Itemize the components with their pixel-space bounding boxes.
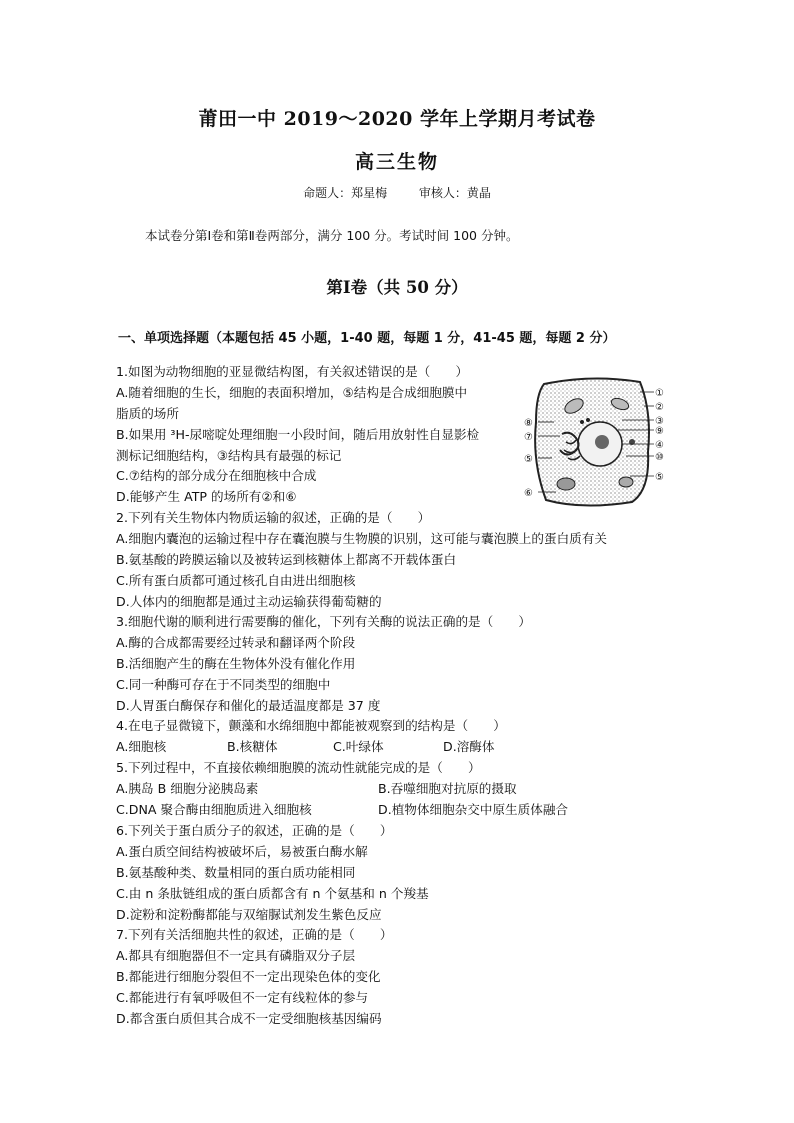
reviewer-name: 审核人：黄晶 bbox=[418, 186, 491, 200]
option-line: A.蛋白质空间结构被破坏后，易被蛋白酶水解 bbox=[116, 843, 368, 859]
option-line: C.由 n 条肽链组成的蛋白质都含有 n 个氨基和 n 个羧基 bbox=[116, 885, 429, 901]
option-b: B.吞噬细胞对抗原的摄取 bbox=[378, 780, 517, 796]
question-stem: 4.在电子显微镜下，颤藻和水绵细胞中都能被观察到的结构是（ ） bbox=[116, 718, 506, 733]
question-7 bbox=[116, 924, 676, 1028]
option-line: C.⑦结构的部分成分在细胞核中合成 bbox=[116, 468, 317, 484]
figure-label: ⑨ bbox=[655, 426, 664, 437]
figure-label: ④ bbox=[655, 440, 664, 451]
question-stem: 2.下列有关生物体内物质运输的叙述，正确的是（ ） bbox=[116, 510, 431, 525]
question-stem: 3.细胞代谢的顺利进行需要酶的催化，下列有关酶的说法正确的是（ ） bbox=[116, 614, 532, 629]
option-line: B.氨基酸的跨膜运输以及被转运到核糖体上都离不开载体蛋白 bbox=[116, 551, 457, 567]
option-line: A.都具有细胞器但不一定具有磷脂双分子层 bbox=[116, 947, 356, 963]
question-stem: 6.下列关于蛋白质分子的叙述，正确的是（ ） bbox=[116, 823, 393, 838]
option-line: C.都能进行有氧呼吸但不一定有线粒体的参与 bbox=[116, 989, 369, 1005]
section-title: 第Ⅰ卷（共 50 分） bbox=[326, 278, 468, 297]
figure-label: ⑥ bbox=[524, 488, 533, 499]
option-line: B.活细胞产生的酶在生物体外没有催化作用 bbox=[116, 655, 356, 671]
option-line: A.细胞内囊泡的运输过程中存在囊泡膜与生物膜的识别，这可能与囊泡膜上的蛋白质有关 bbox=[116, 530, 607, 546]
question-stem: 1.如图为动物细胞的亚显微结构图，有关叙述错误的是（ ） bbox=[116, 364, 469, 379]
figure-label: ⑧ bbox=[524, 418, 533, 429]
question-2 bbox=[116, 507, 676, 611]
figure-label: ⑦ bbox=[524, 432, 533, 443]
option-c: C.DNA 聚合酶由细胞质进入细胞核 bbox=[116, 801, 312, 817]
question-5 bbox=[116, 757, 676, 820]
figure-label: ⑩ bbox=[655, 452, 664, 463]
option-row bbox=[116, 736, 676, 757]
option-line: A.酶的合成都需要经过转录和翻译两个阶段 bbox=[116, 634, 356, 650]
question-6 bbox=[116, 820, 676, 924]
option-line: D.淀粉和淀粉酶都能与双缩脲试剂发生紫色反应 bbox=[116, 906, 382, 922]
option-line: D.人胃蛋白酶保存和催化的最适温度都是 37 度 bbox=[116, 697, 381, 713]
option-line: 测标记细胞结构，③结构具有最强的标记 bbox=[116, 447, 342, 463]
option-line: B.都能进行细胞分裂但不一定出现染色体的变化 bbox=[116, 968, 381, 984]
option-line: 脂质的场所 bbox=[116, 405, 179, 421]
figure-label: ⑤ bbox=[524, 454, 533, 465]
animal-cell-figure bbox=[522, 372, 670, 510]
figure-label: ① bbox=[655, 388, 664, 399]
option-line: C.同一种酶可存在于不同类型的细胞中 bbox=[116, 676, 331, 692]
option-d: D.植物体细胞杂交中原生质体融合 bbox=[378, 801, 569, 817]
figure-label: ② bbox=[655, 402, 664, 413]
option-row bbox=[116, 799, 676, 820]
option-line: A.随着细胞的生长，细胞的表面积增加，⑤结构是合成细胞膜中 bbox=[116, 384, 468, 400]
part-heading: 一、单项选择题（本题包括 45 小题，1-40 题，每题 1 分，41-45 题，每题 2 分） bbox=[118, 331, 616, 346]
figure-label: ③ bbox=[655, 416, 664, 427]
question-4 bbox=[116, 715, 676, 757]
authors-line bbox=[0, 184, 794, 201]
option-line: C.所有蛋白质都可通过核孔自由进出细胞核 bbox=[116, 572, 356, 588]
exam-subject: 高三生物 bbox=[354, 151, 439, 173]
option-d: D.溶酶体 bbox=[443, 738, 495, 754]
option-b: B.核糖体 bbox=[227, 738, 278, 754]
option-a: A.胰岛 B 细胞分泌胰岛素 bbox=[116, 780, 259, 796]
option-line: D.都含蛋白质但其合成不一定受细胞核基因编码 bbox=[116, 1010, 382, 1026]
option-line: B.氨基酸种类、数量相同的蛋白质功能相同 bbox=[116, 864, 356, 880]
question-3 bbox=[116, 611, 676, 715]
setter-name: 命题人：郑星梅 bbox=[303, 186, 388, 200]
option-line: D.能够产生 ATP 的场所有②和⑥ bbox=[116, 489, 297, 505]
exam-title: 莆田一中 2019～2020 学年上学期月考试卷 bbox=[198, 108, 596, 130]
option-a: A.细胞核 bbox=[116, 738, 167, 754]
question-stem: 5.下列过程中，不直接依赖细胞膜的流动性就能完成的是（ ） bbox=[116, 760, 481, 775]
option-line: D.人体内的细胞都是通过主动运输获得葡萄糖的 bbox=[116, 593, 382, 609]
option-line: B.如果用 ³H-尿嘧啶处理细胞一小段时间，随后用放射性自显影检 bbox=[116, 426, 480, 442]
question-stem: 7.下列有关活细胞共性的叙述，正确的是（ ） bbox=[116, 927, 393, 942]
option-row bbox=[116, 778, 676, 799]
exam-intro: 本试卷分第Ⅰ卷和第Ⅱ卷两部分，满分 100 分。考试时间 100 分钟。 bbox=[145, 228, 519, 243]
option-c: C.叶绿体 bbox=[333, 738, 384, 754]
figure-label: ⑤ bbox=[655, 472, 664, 483]
